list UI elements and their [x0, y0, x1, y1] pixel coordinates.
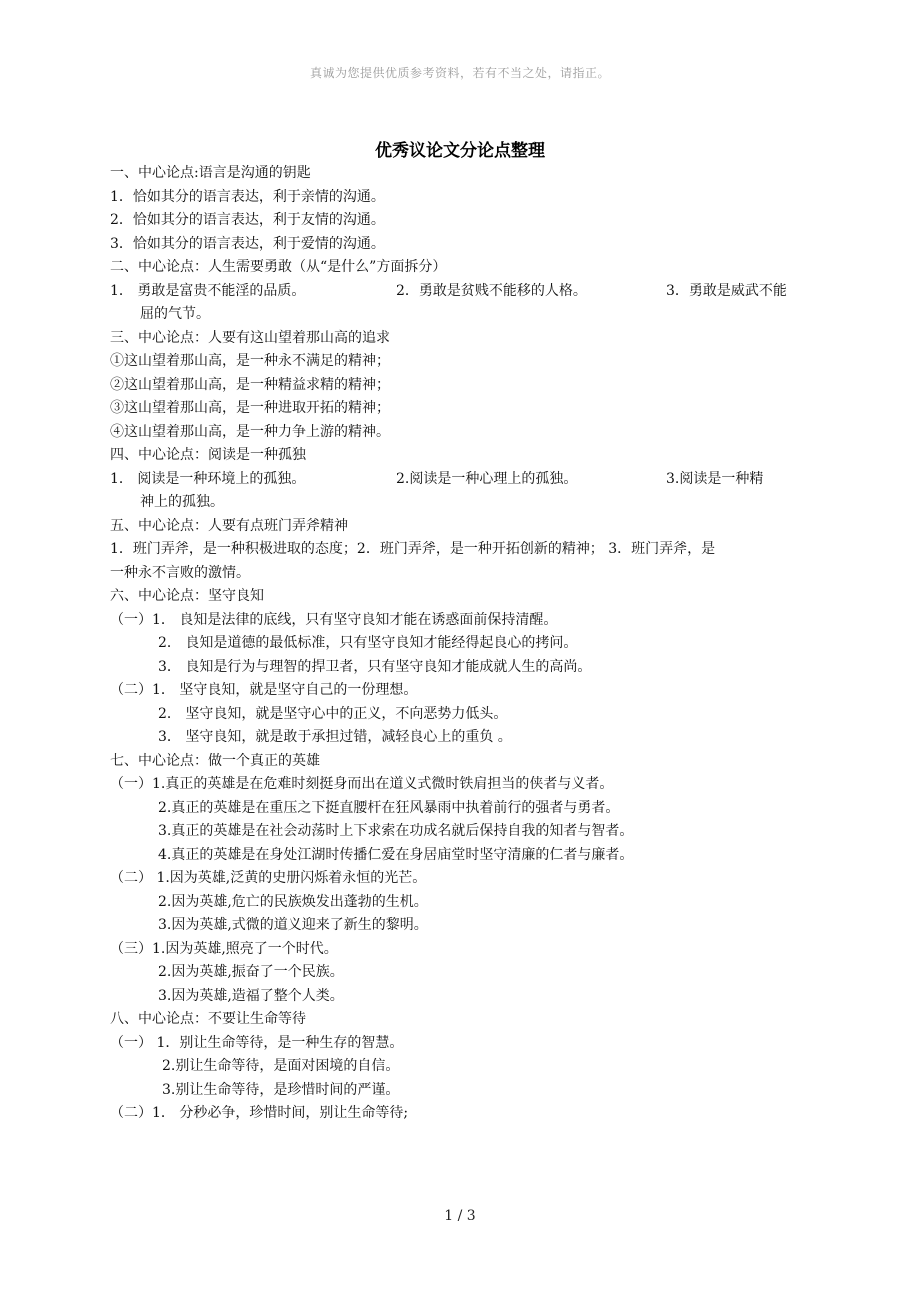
section-4-item: 3.阅读是一种精 [666, 470, 764, 487]
section-5-heading: 五、中心论点：人要有点班门弄斧精神 [110, 517, 348, 534]
section-4-heading: 四、中心论点：阅读是一种孤独 [110, 447, 306, 463]
section-6-heading: 六、中心论点：坚守良知 [110, 588, 264, 604]
section-3-item: ④这山望着那山高，是一种力争上游的精神。 [110, 423, 390, 440]
section-3-item: ③这山望着那山高，是一种进取开拓的精神； [110, 400, 390, 416]
section-1-item: 3．恰如其分的语言表达，利于爱情的沟通。 [110, 235, 385, 252]
section-6-group-1-item: 3． 良知是行为与理智的捍卫者，只有坚守良知才能成就人生的高尚。 [158, 658, 592, 675]
section-8-heading: 八、中心论点：不要让生命等待 [110, 1011, 306, 1027]
section-7-group-3-item: 3.因为英雄,造福了整个人类。 [158, 987, 344, 1004]
section-1-item: 2．恰如其分的语言表达，利于友情的沟通。 [110, 212, 385, 228]
section-3-item: ①这山望着那山高，是一种永不满足的精神； [110, 353, 390, 369]
section-3-heading: 三、中心论点：人要有这山望着那山高的追求 [110, 329, 390, 346]
section-7-heading: 七、中心论点：做一个真正的英雄 [110, 752, 320, 769]
document-title: 优秀议论文分论点整理 [375, 141, 545, 161]
section-5-items-continuation: 一种永不言败的激情。 [110, 564, 250, 581]
section-4-item-continuation: 神上的孤独。 [140, 494, 224, 510]
section-7-group-2-item: 3.因为英雄,式微的道义迎来了新生的黎明。 [158, 917, 428, 933]
document-body [110, 162, 810, 1126]
section-2-item: 3．勇敢是威武不能 [666, 282, 787, 299]
section-2-item: 1． 勇敢是富贵不能淫的品质。 [110, 282, 306, 299]
section-3-item: ②这山望着那山高，是一种精益求精的精神； [110, 376, 390, 393]
section-7-group-1-item: 2.真正的英雄是在重压之下挺直腰杆在狂风暴雨中执着前行的强者与勇者。 [158, 799, 620, 816]
section-6-group-2-item: 3． 坚守良知，就是敢于承担过错，减轻良心上的重负 。 [158, 729, 512, 745]
section-8-group-1-item: 3.别让生命等待，是珍惜时间的严谨。 [162, 1081, 400, 1098]
section-4-item: 1． 阅读是一种环境上的孤独。 [110, 470, 306, 487]
section-4-item: 2.阅读是一种心理上的孤独。 [396, 470, 578, 487]
section-7-group-3-item: 2.因为英雄,振奋了一个民族。 [158, 964, 344, 980]
section-8-group-1-item: 2.别让生命等待，是面对困境的自信。 [162, 1058, 400, 1074]
section-8-group-2-item: （二）1． 分秒必争，珍惜时间，别让生命等待; [110, 1105, 409, 1121]
section-4-items-row [110, 468, 810, 492]
section-6-group-1-item: 2． 良知是道德的最低标准，只有坚守良知才能经得起良心的拷问。 [158, 635, 578, 651]
page-number: 1 / 3 [444, 1208, 476, 1224]
section-7-group-2-item: 2.因为英雄,危亡的民族焕发出蓬勃的生机。 [158, 893, 428, 910]
section-2-item-continuation: 屈的气节。 [140, 306, 210, 322]
section-5-items: 1．班门弄斧，是一种积极进取的态度；2．班门弄斧，是一种开拓创新的精神； 3．班门弄斧，是 [110, 541, 716, 557]
section-2-heading: 二、中心论点：人生需要勇敢（从“是什么”方面拆分） [110, 259, 447, 275]
section-1-heading: 一、中心论点:语言是沟通的钥匙 [110, 165, 311, 181]
section-6-group-2-item: （二）1． 坚守良知，就是坚守自己的一份理想。 [110, 682, 418, 698]
section-1-item: 1．恰如其分的语言表达，利于亲情的沟通。 [110, 188, 385, 205]
section-7-group-2-item: （二） 1.因为英雄,泛黄的史册闪烁着永恒的光芒。 [110, 870, 427, 886]
section-7-group-1-item: 3.真正的英雄是在社会动荡时上下求索在功成名就后保持自我的知者与智者。 [158, 823, 634, 839]
section-2-item: 2．勇敢是贫贱不能移的人格。 [396, 282, 587, 299]
section-7-group-1-item: 4.真正的英雄是在身处江湖时传播仁爱在身居庙堂时坚守清廉的仁者与廉者。 [158, 846, 634, 863]
section-7-group-3-item: （三）1.因为英雄,照亮了一个时代。 [110, 940, 338, 957]
section-2-items-row [110, 280, 810, 304]
section-7-group-1-item: （一）1.真正的英雄是在危难时刻挺身而出在道义式微时铁肩担当的侠者与义者。 [110, 776, 614, 792]
header-note: 真诚为您提供优质参考资料，若有不当之处，请指正。 [309, 66, 610, 80]
section-6-group-2-item: 2． 坚守良知，就是坚守心中的正义，不向恶势力低头。 [158, 705, 508, 722]
section-6-group-1-item: （一）1． 良知是法律的底线，只有坚守良知才能在诱惑面前保持清醒。 [110, 611, 558, 628]
section-8-group-1-item: （一） 1．别让生命等待，是一种生存的智慧。 [110, 1034, 404, 1051]
